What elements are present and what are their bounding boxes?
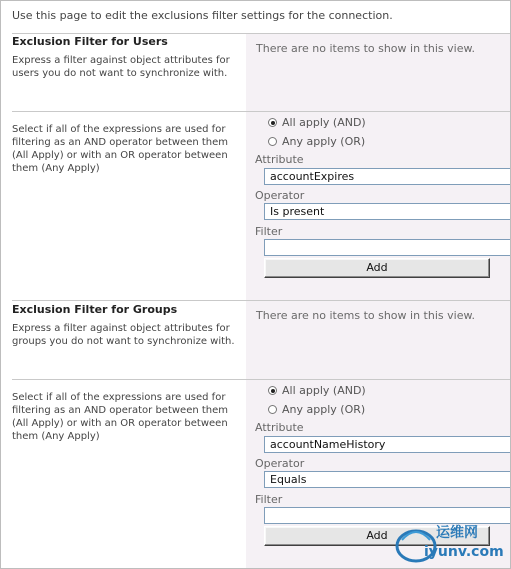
users-filter-description-block	[12, 35, 240, 80]
users-radio-all-label: All apply (AND)	[282, 116, 366, 129]
groups-radio-all-apply[interactable]	[268, 384, 366, 397]
page-intro: Use this page to edit the exclusions filter settings for the connection.	[12, 9, 393, 22]
radio-unselected-icon[interactable]	[268, 137, 277, 146]
groups-section-title: Exclusion Filter for Groups	[12, 303, 178, 316]
users-section-description: Express a filter against object attributes for users you do not want to synchronize with.	[12, 55, 230, 79]
site-watermark	[394, 520, 506, 564]
groups-filter-label: Filter	[255, 493, 283, 506]
users-operator-label: Operator	[255, 189, 305, 202]
users-filter-list-panel	[246, 34, 510, 112]
radio-unselected-icon[interactable]	[268, 405, 277, 414]
users-add-button[interactable]: Add	[264, 258, 490, 278]
radio-selected-icon[interactable]	[268, 386, 277, 395]
groups-add-button[interactable]: Add	[264, 526, 490, 546]
watermark-chinese-text: 运维网	[436, 525, 478, 541]
groups-radio-any-label: Any apply (OR)	[282, 403, 366, 416]
groups-operator-select[interactable]: Equals	[264, 471, 511, 488]
users-radio-any-label: Any apply (OR)	[282, 135, 366, 148]
users-operator-help: Select if all of the expressions are used for filtering as an AND operator between them (All Apply) or with an OR operator between them (Any Apply)	[12, 124, 229, 174]
users-operator-select[interactable]: Is present	[264, 203, 511, 220]
groups-empty-message: There are no items to show in this view.	[256, 309, 475, 322]
users-attribute-label: Attribute	[255, 153, 304, 166]
users-attribute-select[interactable]: accountExpires	[264, 168, 511, 185]
groups-section-description: Express a filter against object attributes for groups you do not want to synchronize with.	[12, 323, 235, 347]
watermark-url-text: iyunv.com	[424, 544, 504, 560]
groups-filter-description-block	[12, 303, 240, 348]
users-filter-input[interactable]	[264, 239, 511, 256]
groups-filter-list-panel	[246, 301, 510, 380]
users-radio-all-apply[interactable]	[268, 116, 366, 129]
users-radio-any-apply[interactable]	[268, 135, 365, 148]
radio-selected-icon[interactable]	[268, 118, 277, 127]
users-section-title: Exclusion Filter for Users	[12, 35, 168, 48]
groups-attribute-select[interactable]: accountNameHistory	[264, 436, 511, 453]
groups-radio-all-label: All apply (AND)	[282, 384, 366, 397]
users-empty-message: There are no items to show in this view.	[256, 42, 475, 55]
users-filter-label: Filter	[255, 225, 283, 238]
users-new-filter-panel	[246, 112, 510, 300]
groups-operator-help: Select if all of the expressions are used for filtering as an AND operator between them (All Apply) or with an OR operator between them (Any Apply)	[12, 392, 229, 442]
groups-attribute-label: Attribute	[255, 421, 304, 434]
groups-operator-label: Operator	[255, 457, 305, 470]
groups-radio-any-apply[interactable]	[268, 403, 365, 416]
